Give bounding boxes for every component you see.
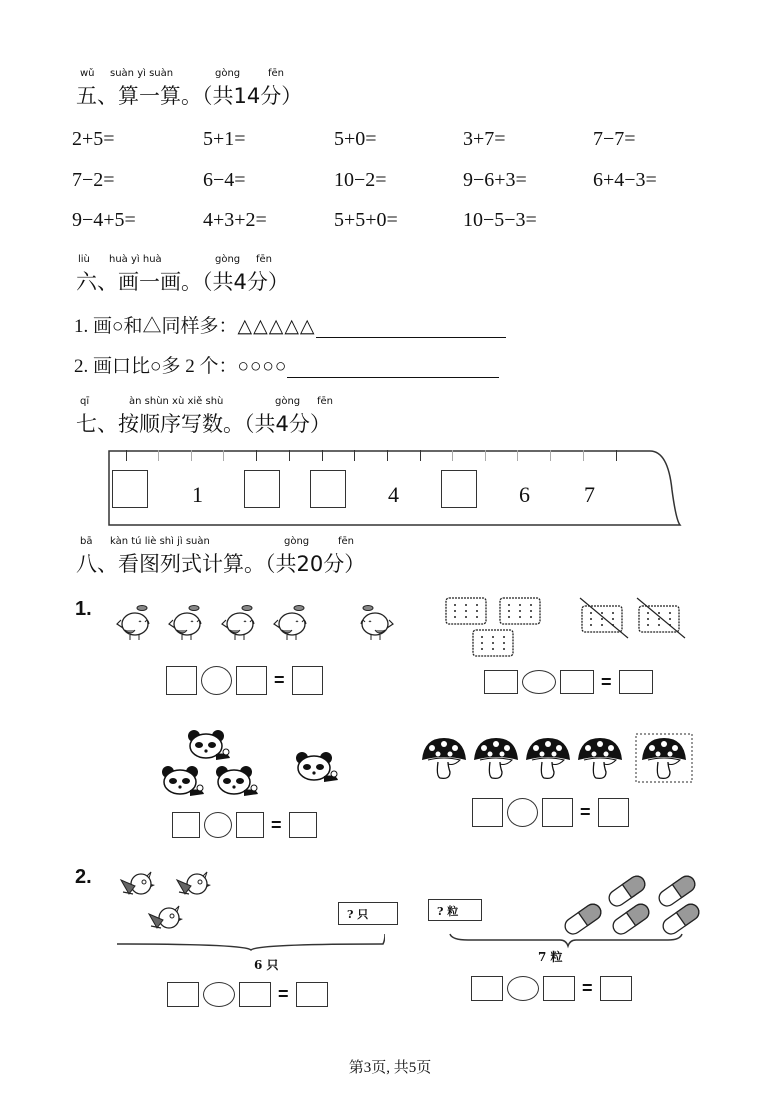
draw-item-1	[74, 311, 506, 338]
triangle-shapes: △△△△△	[237, 316, 316, 337]
ruler-number: 7	[584, 482, 595, 507]
ruler-tick	[517, 450, 518, 461]
answer-box[interactable]	[292, 666, 323, 695]
ruler-number: 6	[519, 482, 530, 507]
equation: 9−4+5=	[72, 209, 136, 231]
panda-group-icon	[158, 728, 358, 800]
equation: 6+4−3=	[593, 169, 657, 191]
ruler-tick	[616, 450, 617, 461]
total-label: 6 只	[254, 958, 279, 972]
ruler-tick	[550, 450, 551, 461]
ruler-number: 4	[388, 482, 399, 507]
ruler-tick	[289, 450, 290, 461]
equals-sign: =	[582, 978, 593, 998]
answer-box[interactable]	[484, 670, 518, 694]
equals-sign: =	[601, 671, 612, 692]
answer-box[interactable]	[239, 982, 271, 1007]
unknown-label-pills	[428, 899, 482, 921]
ruler-tick	[485, 450, 486, 461]
equation: 4+3+2=	[203, 209, 267, 231]
answer-box[interactable]	[166, 666, 197, 695]
equation: 10−5−3=	[463, 209, 537, 231]
pinyin: suàn yì suàn	[110, 68, 174, 79]
equals-sign: =	[274, 670, 285, 690]
chick-group-icon	[115, 600, 405, 650]
section-title: 七、按顺序写数。（共4分）	[76, 412, 331, 436]
ruler-tick	[256, 450, 257, 461]
pinyin: fēn	[338, 536, 355, 547]
pinyin: fēn	[317, 396, 334, 407]
pinyin: gòng	[275, 396, 301, 407]
answer-box[interactable]	[471, 976, 503, 1001]
operator-circle[interactable]	[204, 812, 232, 838]
ruler-tick	[420, 450, 421, 461]
equation: 7−2=	[72, 169, 115, 191]
equation: 10−2=	[334, 169, 387, 191]
pinyin: gòng	[215, 254, 241, 265]
unknown-label-birds	[338, 902, 398, 925]
ruler-number: 1	[192, 482, 203, 507]
ruler-tick	[223, 450, 224, 461]
number-ruler	[108, 450, 683, 528]
pinyin: huà yì huà	[109, 254, 162, 265]
answer-box[interactable]	[543, 976, 575, 1001]
equation: 5+5+0=	[334, 209, 398, 231]
pinyin: wǔ	[80, 68, 95, 79]
operator-circle[interactable]	[201, 666, 232, 695]
answer-box[interactable]	[598, 798, 629, 827]
page-footer: 第3页, 共5页	[348, 1060, 432, 1076]
cracker-group-icon	[440, 592, 700, 662]
equals-sign: =	[271, 814, 282, 835]
answer-equation	[471, 976, 632, 1001]
circle-shapes: ○○○○	[237, 356, 288, 377]
equals-sign: =	[580, 802, 591, 822]
ruler-answer-box[interactable]	[441, 470, 477, 508]
question-number: 2.	[75, 866, 92, 888]
equation: 2+5=	[72, 128, 115, 150]
answer-box[interactable]	[236, 812, 264, 838]
operator-circle[interactable]	[203, 982, 235, 1007]
answer-box[interactable]	[289, 812, 317, 838]
mushroom-group-icon	[420, 732, 700, 784]
draw-prompt: 2. 画口比○多 2 个：	[74, 356, 238, 377]
unknown-label-text: ? 只	[347, 908, 369, 921]
ruler-answer-box[interactable]	[310, 470, 346, 508]
equation: 5+0=	[334, 128, 377, 150]
unknown-label-text: ? 粒	[437, 905, 459, 918]
draw-prompt: 1. 画○和△同样多：	[74, 316, 238, 337]
answer-equation	[166, 666, 323, 695]
ruler-tick	[354, 450, 355, 461]
ruler-tick	[191, 450, 192, 461]
answer-equation	[172, 812, 317, 838]
question-number: 1.	[75, 598, 92, 620]
answer-equation	[167, 982, 328, 1007]
equals-sign: =	[278, 984, 289, 1004]
pinyin: àn shùn xù xiě shù	[129, 396, 224, 407]
pinyin: gòng	[284, 536, 310, 547]
equation: 3+7=	[463, 128, 506, 150]
answer-equation	[484, 670, 653, 694]
draw-item-2	[74, 351, 499, 378]
answer-box[interactable]	[172, 812, 200, 838]
equation: 5+1=	[203, 128, 246, 150]
section-title: 六、画一画。（共4分）	[76, 270, 289, 294]
pinyin: bā	[80, 536, 93, 547]
ruler-tick	[322, 450, 323, 461]
ruler-tick	[583, 450, 584, 461]
ruler-tick	[452, 450, 453, 461]
answer-box[interactable]	[600, 976, 632, 1001]
answer-box[interactable]	[560, 670, 594, 694]
ruler-answer-box[interactable]	[244, 470, 280, 508]
ruler-tick	[387, 450, 388, 461]
answer-box[interactable]	[619, 670, 653, 694]
pinyin: fēn	[256, 254, 273, 265]
operator-circle[interactable]	[507, 976, 539, 1001]
answer-box[interactable]	[167, 982, 199, 1007]
brace-icon	[448, 932, 688, 952]
operator-circle[interactable]	[522, 670, 556, 694]
operator-circle[interactable]	[507, 798, 538, 827]
section-title: 五、算一算。（共14分）	[76, 84, 303, 108]
pinyin: gòng	[215, 68, 241, 79]
pinyin: qī	[80, 396, 90, 407]
ruler-tick	[158, 450, 159, 461]
answer-box[interactable]	[542, 798, 573, 827]
answer-blank[interactable]	[287, 359, 499, 378]
equation: 9−6+3=	[463, 169, 527, 191]
answer-box[interactable]	[236, 666, 267, 695]
section-title: 八、看图列式计算。（共20分）	[76, 552, 366, 576]
ruler-tick	[126, 450, 127, 461]
pill-group-icon	[560, 866, 710, 936]
ruler-answer-box[interactable]	[112, 470, 148, 508]
pinyin: liù	[78, 254, 90, 265]
answer-blank[interactable]	[316, 319, 506, 338]
pinyin: fēn	[268, 68, 285, 79]
equation: 6−4=	[203, 169, 246, 191]
total-label: 7 粒	[538, 950, 563, 964]
answer-equation	[472, 798, 629, 827]
equation: 7−7=	[593, 128, 636, 150]
answer-box[interactable]	[296, 982, 328, 1007]
answer-box[interactable]	[472, 798, 503, 827]
pinyin: kàn tú liè shì jì suàn	[110, 536, 210, 547]
brace-icon	[115, 932, 385, 952]
